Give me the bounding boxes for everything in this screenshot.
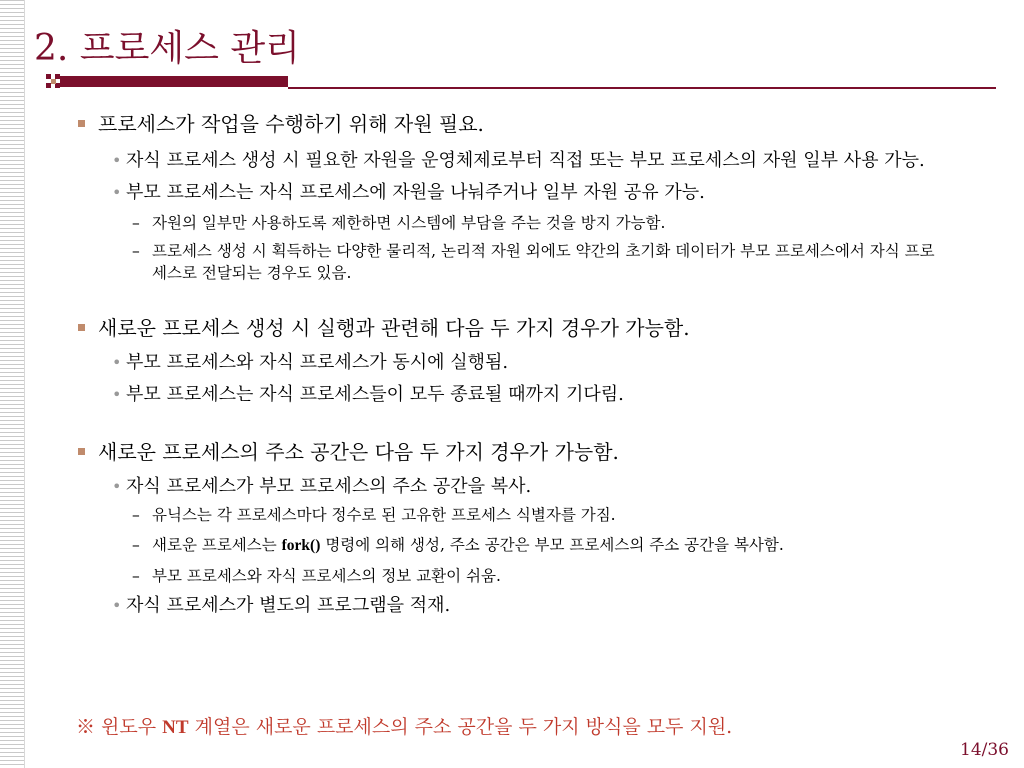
section-2 — [76, 314, 996, 342]
list-item-text: 자식 프로세스가 부모 프로세스의 주소 공간을 복사. — [126, 476, 532, 497]
slide-body — [76, 110, 996, 619]
sub-list-item-text: 자원의 일부만 사용하도록 제한하면 시스템에 부담을 주는 것을 방지 가능함. — [152, 214, 666, 232]
sub-list-item — [76, 212, 996, 234]
list-item — [76, 350, 996, 376]
square-bullet-icon — [78, 120, 85, 127]
list-item-text: 부모 프로세스는 자식 프로세스에 자원을 나눠주거나 일부 자원 공유 가능. — [126, 182, 705, 203]
dash-marker: – — [132, 536, 140, 554]
list-item-text: 자식 프로세스 생성 시 필요한 자원을 운영체제로부터 직접 또는 부모 프로세스의 자원 일부 사용 가능. — [126, 150, 925, 171]
footnote-text-start: 윈도우 — [95, 716, 163, 738]
bullet-dot-icon: • — [112, 183, 122, 202]
title-underline-thin — [288, 87, 996, 89]
square-bullet-icon — [78, 448, 85, 455]
list-item — [76, 180, 996, 206]
section-2-text: 새로운 프로세스 생성 시 실행과 관련해 다음 두 가지 경우가 가능함. — [98, 316, 690, 340]
section-1-text: 프로세스가 작업을 수행하기 위해 자원 필요. — [98, 112, 484, 136]
sub-list-item-text: 프로세스 생성 시 획득하는 다양한 물리적, 논리적 자원 외에도 약간의 초기화 데이터가 부모 프로세스에서 자식 프로세스로 전달되는 경우도 있음. — [152, 242, 935, 282]
page-number: 14/36 — [960, 740, 1009, 760]
list-item-text: 부모 프로세스와 자식 프로세스가 동시에 실행됨. — [126, 352, 509, 373]
sub-list-item-text-start: 새로운 프로세스는 — [152, 536, 282, 554]
sub-list-item — [76, 504, 996, 526]
sub-list-item — [76, 240, 942, 284]
list-item-text: 자식 프로세스가 별도의 프로그램을 적재. — [126, 595, 451, 616]
reference-mark-icon: ※ — [76, 716, 96, 738]
bullet-dot-icon: • — [112, 596, 122, 615]
title-ornament-icon — [46, 74, 60, 88]
sub-list-item-text: 부모 프로세스와 자식 프로세스의 정보 교환이 쉬움. — [152, 567, 501, 585]
fork-keyword: fork() — [281, 537, 321, 554]
footnote — [76, 712, 732, 739]
dash-marker: – — [132, 567, 140, 585]
list-item — [76, 474, 996, 500]
sub-list-item-text-end: 명령에 의해 생성, 주소 공간은 부모 프로세스의 주소 공간을 복사함. — [320, 536, 784, 554]
footnote-text-end: 계열은 새로운 프로세스의 주소 공간을 두 가지 방식을 모두 지원. — [188, 716, 733, 738]
slide-title: 2. 프로세스 관리 — [34, 28, 300, 69]
section-3 — [76, 438, 996, 466]
square-bullet-icon — [78, 324, 85, 331]
section-1 — [76, 110, 996, 138]
dash-marker: – — [132, 242, 140, 260]
list-item — [76, 593, 996, 619]
dash-marker: – — [132, 214, 140, 232]
sub-list-item — [76, 534, 996, 557]
footnote-bold: NT — [162, 717, 189, 738]
list-item — [76, 382, 996, 408]
bullet-dot-icon: • — [112, 151, 122, 170]
bullet-dot-icon: • — [112, 353, 122, 372]
sub-list-item-text: 유닉스는 각 프로세스마다 정수로 된 고유한 프로세스 식별자를 가짐. — [152, 506, 616, 524]
section-3-text: 새로운 프로세스의 주소 공간은 다음 두 가지 경우가 가능함. — [98, 440, 619, 464]
list-item-text: 부모 프로세스는 자식 프로세스들이 모두 종료될 때까지 기다림. — [126, 384, 624, 405]
dash-marker: – — [132, 506, 140, 524]
list-item — [76, 148, 996, 174]
bullet-dot-icon: • — [112, 385, 122, 404]
sub-list-item — [76, 565, 996, 587]
title-underline-thick — [60, 76, 288, 87]
bullet-dot-icon: • — [112, 477, 122, 496]
decorative-left-stripe — [0, 0, 25, 768]
